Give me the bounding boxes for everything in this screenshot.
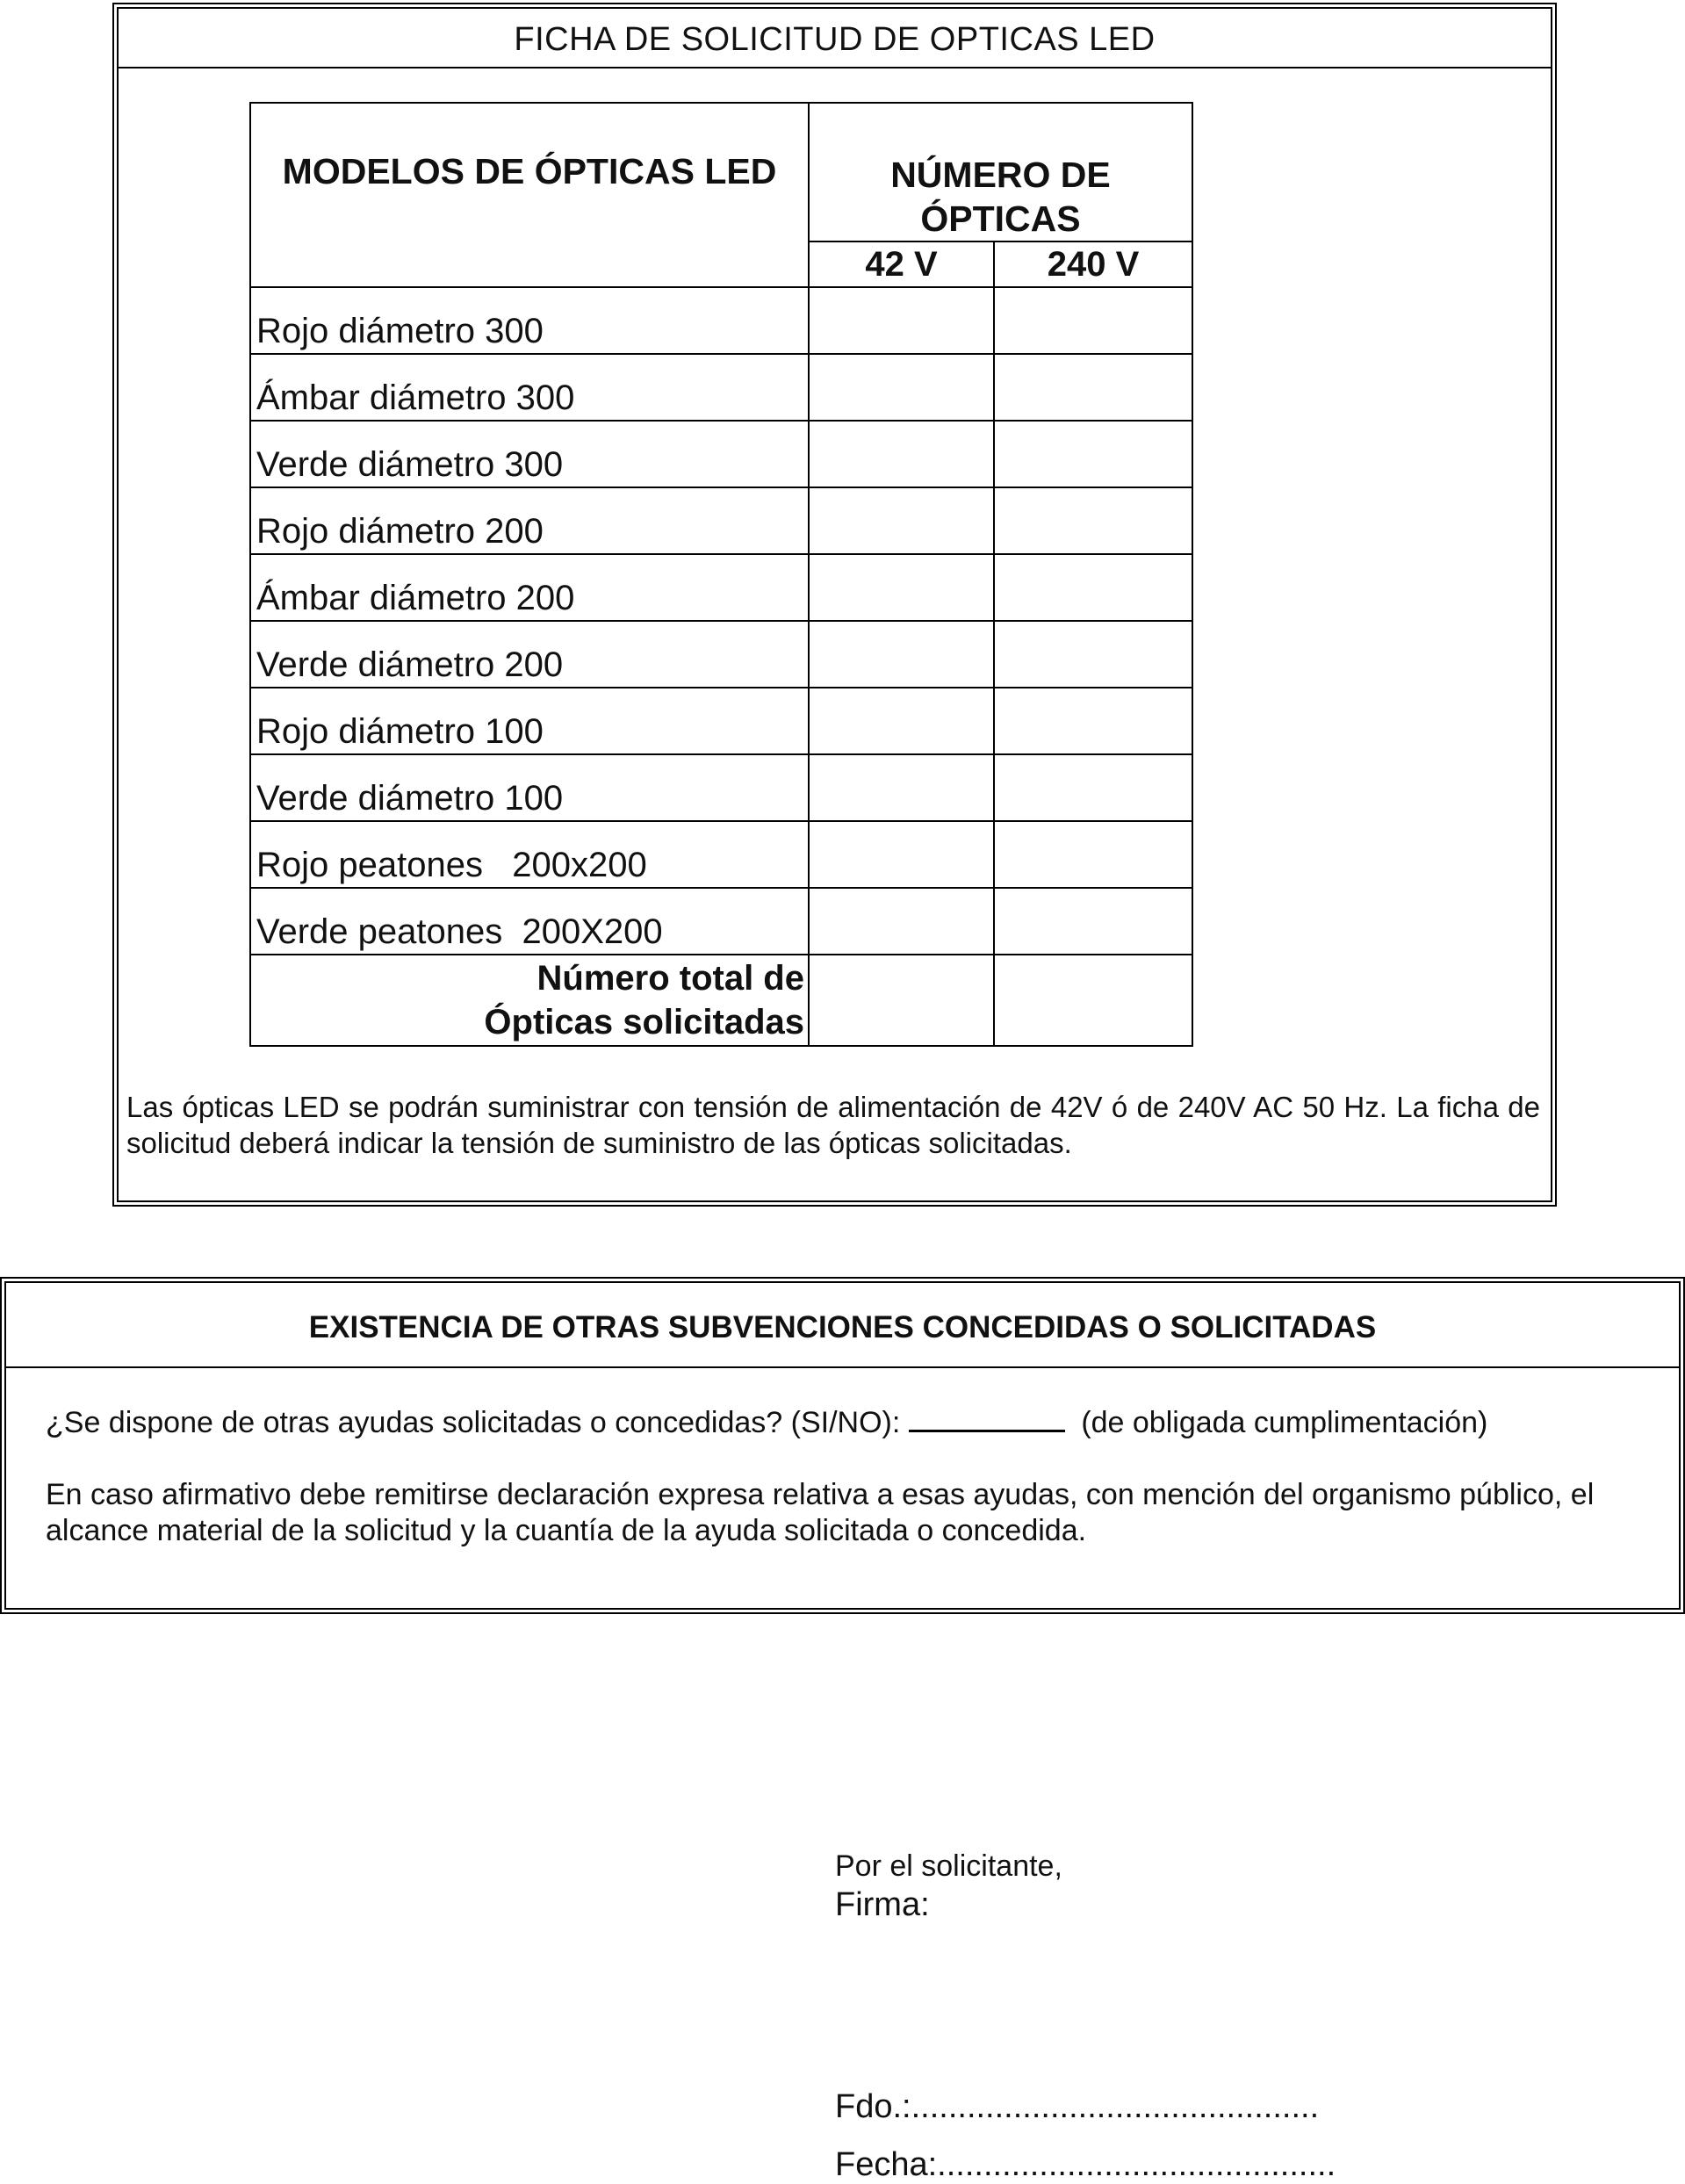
fdo-line[interactable]: Fdo.:............................................ (835, 2088, 1320, 2125)
count-42v-cell[interactable] (809, 554, 994, 621)
count-240v-cell[interactable] (994, 821, 1192, 888)
count-240v-cell[interactable] (994, 487, 1192, 554)
firma-label: Firma: (835, 1886, 930, 1923)
subvenciones-title: EXISTENCIA DE OTRAS SUBVENCIONES CONCEDIDAS O SOLICITADAS (6, 1283, 1679, 1368)
model-cell: Verde diámetro 300 (250, 421, 809, 487)
header-240v: 240 V (994, 241, 1192, 287)
count-42v-cell[interactable] (809, 287, 994, 354)
count-42v-cell[interactable] (809, 421, 994, 487)
ficha-title: FICHA DE SOLICITUD DE OPTICAS LED (119, 9, 1551, 68)
header-42v: 42 V (809, 241, 994, 287)
subvenciones-box (0, 1277, 1685, 1614)
table-row (250, 888, 1192, 955)
header-number: NÚMERO DE ÓPTICAS (809, 103, 1192, 241)
count-42v-cell[interactable] (809, 754, 994, 821)
count-240v-cell[interactable] (994, 287, 1192, 354)
total-label (250, 955, 809, 1046)
total-42v-cell[interactable] (809, 955, 994, 1046)
table-row (250, 754, 1192, 821)
model-cell: Verde diámetro 200 (250, 621, 809, 688)
table-row (250, 421, 1192, 487)
fecha-line[interactable]: Fecha:........................................... (835, 2146, 1336, 2183)
count-42v-cell[interactable] (809, 888, 994, 955)
table-row (250, 621, 1192, 688)
model-cell: Rojo diámetro 100 (250, 688, 809, 754)
count-42v-cell[interactable] (809, 688, 994, 754)
model-cell: Verde peatones 200X200 (250, 888, 809, 955)
header-model: MODELOS DE ÓPTICAS LED (250, 103, 809, 287)
count-240v-cell[interactable] (994, 754, 1192, 821)
table-row (250, 487, 1192, 554)
model-cell: Rojo diámetro 300 (250, 287, 809, 354)
other-aid-question: ¿Se dispone de otras ayudas solicitadas o concedidas? (SI/NO): (46, 1406, 901, 1439)
table-row (250, 554, 1192, 621)
model-cell: Ámbar diámetro 300 (250, 354, 809, 421)
count-240v-cell[interactable] (994, 621, 1192, 688)
count-42v-cell[interactable] (809, 821, 994, 888)
declaration-paragraph: En caso afirmativo debe remitirse declaración expresa relativa a esas ayudas, con mención del organismo público, el alcance material de la solicitud y la cuantía de la ayuda solicitada o concedida. (46, 1478, 1595, 1547)
count-240v-cell[interactable] (994, 554, 1192, 621)
si-no-answer-field[interactable] (909, 1403, 1065, 1432)
count-42v-cell[interactable] (809, 487, 994, 554)
other-aid-question-line (46, 1403, 1487, 1440)
required-note: (de obligada cumplimentación) (1081, 1406, 1488, 1439)
total-label-line1: Número total de (536, 959, 804, 998)
optics-table (249, 102, 1193, 1047)
total-240v-cell[interactable] (994, 955, 1192, 1046)
count-240v-cell[interactable] (994, 888, 1192, 955)
table-row (250, 287, 1192, 354)
total-label-line2: Ópticas solicitadas (484, 1003, 804, 1042)
model-cell: Rojo peatones 200x200 (250, 821, 809, 888)
voltage-note: Las ópticas LED se podrán suministrar con tensión de alimentación de 42V ó de 240V AC 50 Hz. La ficha de solicitud deberá indicar la tensión de suministro de las ópticas solicitadas. (126, 1091, 1540, 1159)
model-cell: Rojo diámetro 200 (250, 487, 809, 554)
count-42v-cell[interactable] (809, 621, 994, 688)
table-row (250, 821, 1192, 888)
table-row (250, 688, 1192, 754)
count-240v-cell[interactable] (994, 354, 1192, 421)
by-applicant-label: Por el solicitante, (835, 1849, 1062, 1883)
count-42v-cell[interactable] (809, 354, 994, 421)
total-row (250, 955, 1192, 1046)
table-row (250, 354, 1192, 421)
model-cell: Ámbar diámetro 200 (250, 554, 809, 621)
count-240v-cell[interactable] (994, 688, 1192, 754)
model-cell: Verde diámetro 100 (250, 754, 809, 821)
count-240v-cell[interactable] (994, 421, 1192, 487)
